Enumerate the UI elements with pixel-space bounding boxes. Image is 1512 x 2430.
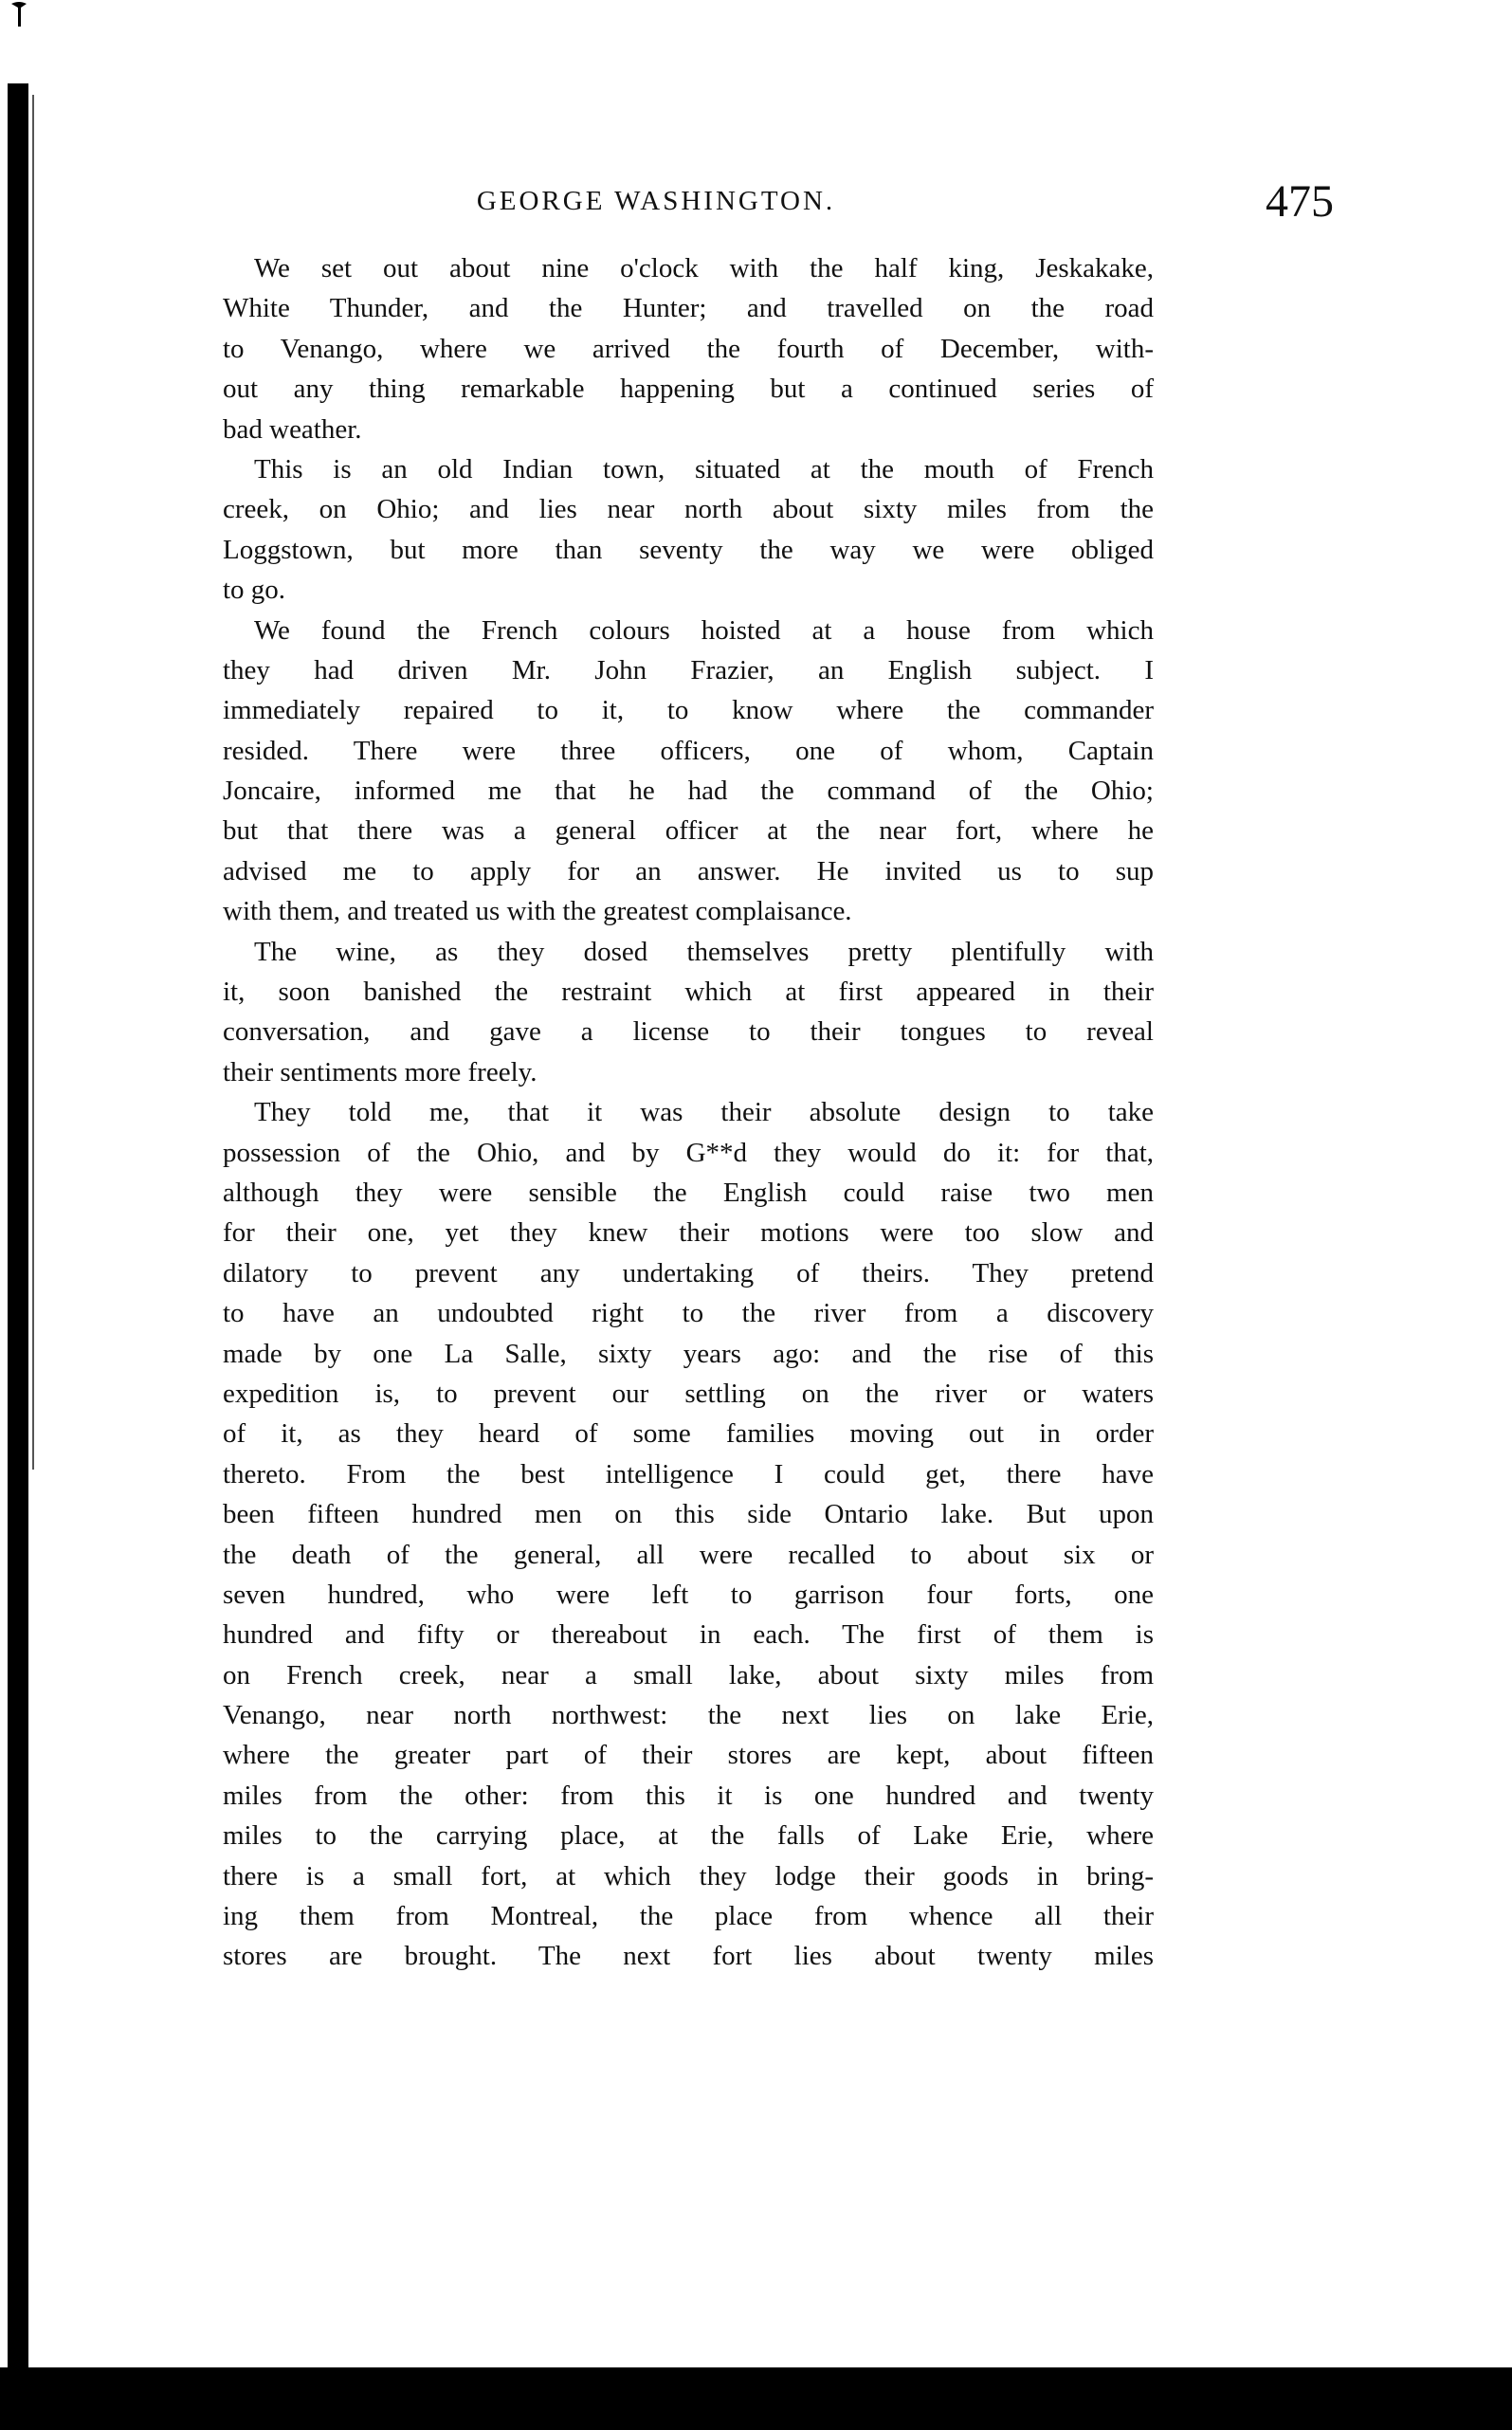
paragraph [223, 449, 1154, 611]
paragraph [223, 611, 1154, 932]
text-line: miles from the other: from this it is one hundred and twenty [223, 1780, 1154, 1811]
scan-binding-shadow [32, 95, 34, 1470]
text-line: for their one, yet they knew their motions were too slow and [223, 1217, 1154, 1249]
scan-artifact-mark [9, 0, 28, 28]
text-line: to Venango, where we arrived the fourth of December, with- [223, 333, 1154, 364]
text-line: advised me to apply for an answer. He invited us to sup [223, 855, 1154, 886]
text-line: made by one La Salle, sixty years ago: and the rise of this [223, 1338, 1154, 1369]
text-line: Joncaire, informed me that he had the command of the Ohio; [223, 776, 1154, 807]
text-line: expedition is, to prevent our settling on the river or waters [223, 1378, 1154, 1409]
text-line: immediately repaired to it, to know where the commander [223, 695, 1154, 726]
text-line: Loggstown, but more than seventy the way we were obliged [223, 534, 1154, 565]
paragraph [223, 932, 1154, 1093]
text-line: to go. [223, 575, 286, 606]
text-line: miles to the carrying place, at the falls of Lake Erie, where [223, 1820, 1154, 1852]
text-line: conversation, and gave a license to their tongues to reveal [223, 1016, 1154, 1048]
text-line: Venango, near north northwest: the next lies on lake Erie, [223, 1700, 1154, 1731]
text-line: resided. There were three officers, one of whom, Captain [223, 735, 1154, 766]
text-line: their sentiments more freely. [223, 1056, 537, 1087]
text-line: but that there was a general officer at the near fort, where he [223, 815, 1154, 847]
text-line: to have an undoubted right to the river from a discovery [223, 1298, 1154, 1329]
text-line: The wine, as they dosed themselves pretty plentifully with [254, 936, 1154, 967]
text-line: creek, on Ohio; and lies near north about sixty miles from the [223, 494, 1154, 525]
text-line: ing them from Montreal, the place from whence all their [223, 1901, 1154, 1932]
text-line: possession of the Ohio, and by G**d they would do it: for that, [223, 1137, 1154, 1168]
text-line: bad weather. [223, 413, 362, 445]
page-number: 475 [1266, 176, 1334, 227]
text-line: White Thunder, and the Hunter; and travelled on the road [223, 293, 1154, 324]
text-line: This is an old Indian town, situated at the mouth of French [254, 453, 1154, 484]
text-line: We found the French colours hoisted at a house from which [254, 614, 1154, 646]
text-line: where the greater part of their stores are kept, about fifteen [223, 1740, 1154, 1771]
text-line: there is a small fort, at which they lodge their goods in bring- [223, 1860, 1154, 1891]
text-line: of it, as they heard of some families moving out in order [223, 1418, 1154, 1450]
text-line: dilatory to prevent any undertaking of theirs. They pretend [223, 1257, 1154, 1288]
scan-binding-edge [8, 83, 28, 2378]
text-line: they had driven Mr. John Frazier, an English subject. I [223, 654, 1154, 685]
text-line: out any thing remarkable happening but a continued series of [223, 374, 1154, 405]
text-line: the death of the general, all were recalled to about six or [223, 1539, 1154, 1570]
text-line: on French creek, near a small lake, about sixty miles from [223, 1659, 1154, 1690]
running-title: GEORGE WASHINGTON. [476, 186, 836, 216]
text-line: it, soon banished the restraint which at first appeared in their [223, 977, 1154, 1008]
text-line: although they were sensible the English could raise two men [223, 1177, 1154, 1208]
text-line: We set out about nine o'clock with the half king, Jeskakake, [254, 253, 1154, 283]
text-line: seven hundred, who were left to garrison four forts, one [223, 1579, 1154, 1610]
text-line: thereto. From the best intelligence I could get, there have [223, 1458, 1154, 1489]
scan-bottom-edge [0, 2367, 1512, 2430]
text-line: hundred and fifty or thereabout in each. The first of them is [223, 1619, 1154, 1651]
paragraph [223, 248, 1154, 449]
text-line: been fifteen hundred men on this side Ontario lake. But upon [223, 1499, 1154, 1530]
text-line: with them, and treated us with the greatest complaisance. [223, 896, 852, 927]
text-line: They told me, that it was their absolute design to take [254, 1097, 1154, 1128]
text-line: stores are brought. The next fort lies about twenty miles [223, 1941, 1154, 1972]
paragraph [223, 1092, 1154, 1977]
body-text [223, 248, 1154, 1977]
